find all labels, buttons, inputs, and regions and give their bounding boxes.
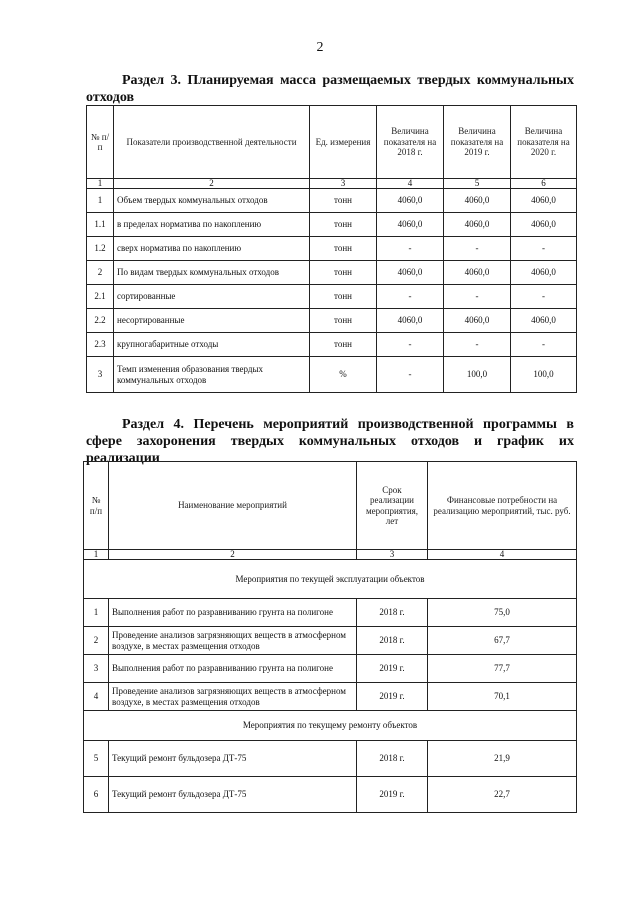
col-number: 3: [310, 179, 377, 189]
row-name: По видам твердых коммунальных отходов: [114, 261, 310, 285]
row-value-2019: 4060,0: [444, 213, 511, 237]
row-value-2018: -: [377, 285, 444, 309]
row-year: 2019 г.: [357, 655, 428, 683]
row-value-2020: 4060,0: [511, 309, 577, 333]
row-year: 2018 г.: [357, 599, 428, 627]
row-unit: тонн: [310, 309, 377, 333]
table-row: [87, 333, 577, 357]
header-financing: Финансовые потребности на реализацию мероприятий, тыс. руб.: [428, 462, 577, 550]
table-row: [87, 213, 577, 237]
group-heading-operation: Мероприятия по текущей эксплуатации объектов: [84, 560, 577, 599]
header-indicator: Показатели производственной деятельности: [114, 106, 310, 179]
activities-schedule-table: [83, 461, 577, 813]
row-unit: %: [310, 357, 377, 393]
row-num: 3: [84, 655, 109, 683]
row-name: Текущий ремонт бульдозера ДТ-75: [109, 777, 357, 813]
row-num: 2.1: [87, 285, 114, 309]
header-term: Срок реализации мероприятия, лет: [357, 462, 428, 550]
row-value-2019: -: [444, 333, 511, 357]
table-row: [84, 599, 577, 627]
header-num: № п/п: [84, 462, 109, 550]
row-amount: 67,7: [428, 627, 577, 655]
section-4-title-line-1: Раздел 4. Перечень мероприятий производственной программы в: [122, 417, 574, 432]
row-num: 1.1: [87, 213, 114, 237]
row-num: 2: [84, 627, 109, 655]
page-number: 2: [316, 40, 324, 55]
row-value-2019: 4060,0: [444, 189, 511, 213]
header-activity-name: Наименование мероприятий: [109, 462, 357, 550]
row-unit: тонн: [310, 237, 377, 261]
planned-waste-mass-table: [86, 105, 577, 393]
row-num: 1: [87, 189, 114, 213]
row-value-2018: 4060,0: [377, 189, 444, 213]
row-name: сверх норматива по накоплению: [114, 237, 310, 261]
row-value-2020: 4060,0: [511, 213, 577, 237]
row-value-2020: -: [511, 237, 577, 261]
row-value-2019: -: [444, 237, 511, 261]
row-value-2018: 4060,0: [377, 261, 444, 285]
col-number: 1: [87, 179, 114, 189]
row-name: Проведение анализов загрязняющих веществ в атмосферном воздухе, в местах размещения отходов: [109, 627, 357, 655]
section-4-title-line-3: реализации: [86, 451, 160, 466]
row-value-2018: -: [377, 357, 444, 393]
col-number: 2: [109, 550, 357, 560]
table-row: [84, 683, 577, 711]
row-num: 4: [84, 683, 109, 711]
row-value-2018: 4060,0: [377, 213, 444, 237]
section-3-title: [86, 72, 574, 106]
row-name: Выполнения работ по разравниванию грунта на полигоне: [109, 599, 357, 627]
row-num: 6: [84, 777, 109, 813]
row-value-2020: -: [511, 285, 577, 309]
table-row: [84, 627, 577, 655]
section-3-title-line-2: отходов: [86, 90, 135, 105]
row-amount: 21,9: [428, 741, 577, 777]
row-amount: 22,7: [428, 777, 577, 813]
row-value-2019: 4060,0: [444, 261, 511, 285]
row-name: Проведение анализов загрязняющих веществ в атмосферном воздухе, в местах размещения отходов: [109, 683, 357, 711]
row-unit: тонн: [310, 189, 377, 213]
row-value-2020: 4060,0: [511, 261, 577, 285]
section-4-title: [86, 416, 574, 467]
row-value-2018: -: [377, 237, 444, 261]
row-name: Объем твердых коммунальных отходов: [114, 189, 310, 213]
table-row: [87, 261, 577, 285]
col-number: 4: [377, 179, 444, 189]
row-value-2018: -: [377, 333, 444, 357]
row-year: 2018 г.: [357, 627, 428, 655]
row-unit: тонн: [310, 333, 377, 357]
col-number: 5: [444, 179, 511, 189]
row-name: Выполнения работ по разравниванию грунта на полигоне: [109, 655, 357, 683]
table-row: [87, 237, 577, 261]
row-name: Темп изменения образования твердых коммунальных отходов: [114, 357, 310, 393]
row-name: сортированные: [114, 285, 310, 309]
row-value-2018: 4060,0: [377, 309, 444, 333]
header-2019: Величина показателя на 2019 г.: [444, 106, 511, 179]
row-name: несортированные: [114, 309, 310, 333]
table-row: [87, 285, 577, 309]
table-row: [87, 309, 577, 333]
table-row: [87, 357, 577, 393]
row-num: 2.2: [87, 309, 114, 333]
row-value-2019: 100,0: [444, 357, 511, 393]
row-num: 2: [87, 261, 114, 285]
row-num: 5: [84, 741, 109, 777]
section-4-title-line-2: сфере захоронения твердых коммунальных отходов и график их: [86, 434, 574, 449]
row-name: крупногабаритные отходы: [114, 333, 310, 357]
row-num: 1.2: [87, 237, 114, 261]
row-value-2020: 100,0: [511, 357, 577, 393]
row-num: 2.3: [87, 333, 114, 357]
table-row: [84, 741, 577, 777]
header-2018: Величина показателя на 2018 г.: [377, 106, 444, 179]
header-num: № п/п: [87, 106, 114, 179]
row-amount: 70,1: [428, 683, 577, 711]
table-row: [84, 655, 577, 683]
row-value-2020: -: [511, 333, 577, 357]
table-row: [84, 777, 577, 813]
group-heading-repair: Мероприятия по текущему ремонту объектов: [84, 711, 577, 741]
row-unit: тонн: [310, 213, 377, 237]
row-value-2019: -: [444, 285, 511, 309]
col-number: 2: [114, 179, 310, 189]
row-year: 2019 г.: [357, 777, 428, 813]
col-number: 3: [357, 550, 428, 560]
row-name: в пределах норматива по накоплению: [114, 213, 310, 237]
header-unit: Ед. измерения: [310, 106, 377, 179]
section-3-title-line-1: Раздел 3. Планируемая масса размещаемых твердых коммунальных: [122, 73, 574, 88]
table-row: [87, 189, 577, 213]
col-number: 4: [428, 550, 577, 560]
col-number: 6: [511, 179, 577, 189]
row-year: 2018 г.: [357, 741, 428, 777]
row-value-2020: 4060,0: [511, 189, 577, 213]
col-number: 1: [84, 550, 109, 560]
row-value-2019: 4060,0: [444, 309, 511, 333]
row-amount: 75,0: [428, 599, 577, 627]
header-2020: Величина показателя на 2020 г.: [511, 106, 577, 179]
row-year: 2019 г.: [357, 683, 428, 711]
row-num: 1: [84, 599, 109, 627]
row-unit: тонн: [310, 261, 377, 285]
row-unit: тонн: [310, 285, 377, 309]
row-name: Текущий ремонт бульдозера ДТ-75: [109, 741, 357, 777]
row-num: 3: [87, 357, 114, 393]
row-amount: 77,7: [428, 655, 577, 683]
